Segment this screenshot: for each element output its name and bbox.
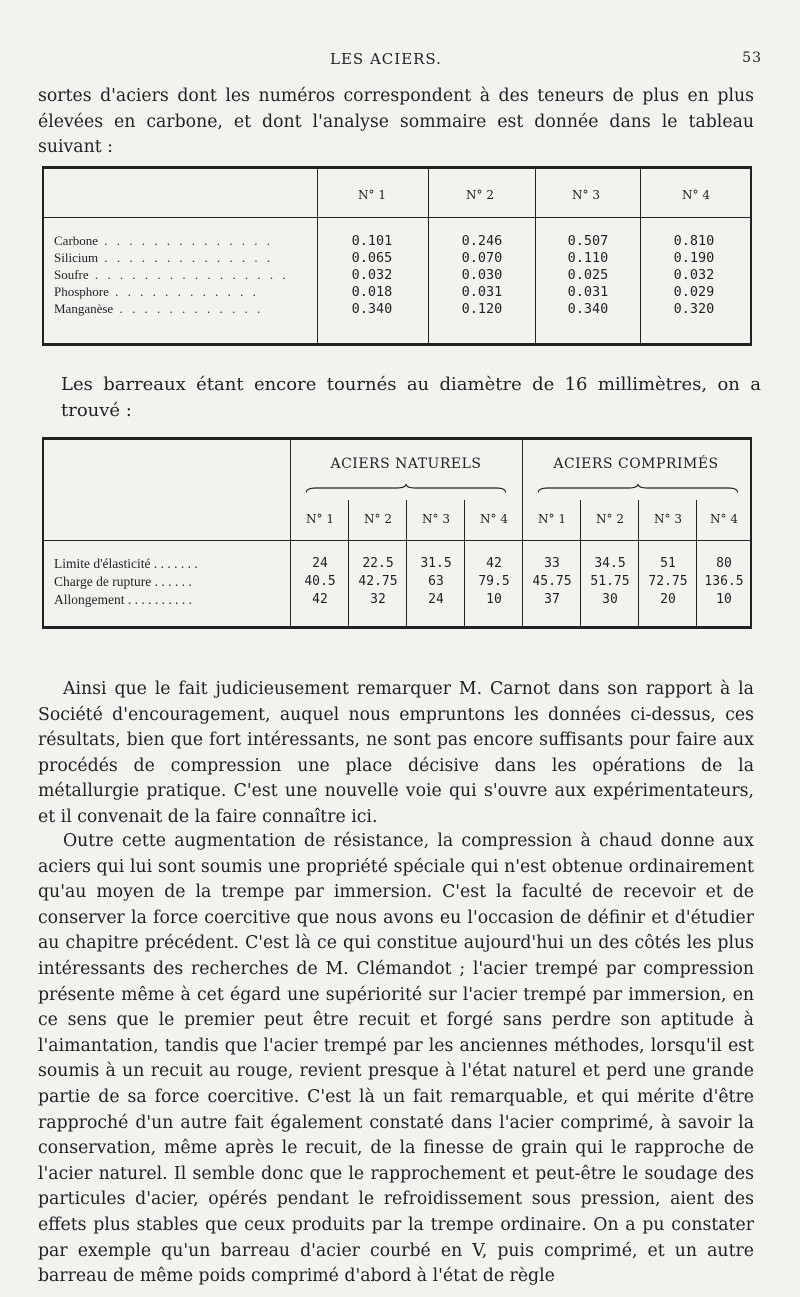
table-row [44, 592, 750, 609]
table-cell: 32 [370, 592, 386, 607]
table-cell: 80 [716, 556, 732, 571]
row-label: Carbone [54, 233, 99, 248]
leader-dots: . . . . . . . . . . . . . . [98, 250, 274, 265]
table-cell: 42 [312, 592, 328, 607]
column-header: N° 3 [572, 188, 600, 202]
leader-dots: . . . . . . . . . . . . . . [98, 233, 274, 248]
intro-paragraph: sortes d'aciers dont les numéros correspondent à des teneurs de plus en plus élevées en carbone, et dont l'analyse sommaire est donnée dans le tableau suivant : [38, 86, 754, 158]
table-cell: 79.5 [478, 574, 510, 589]
row-label: Soufre [54, 267, 89, 282]
table-cell: 0.018 [351, 284, 393, 300]
table-header-rule [44, 217, 750, 218]
table-cell: 51 [660, 556, 676, 571]
table-cell: 63 [428, 574, 444, 589]
table-cell: 0.340 [567, 301, 609, 317]
table-cell: 0.029 [673, 284, 715, 300]
leader-dots: . . . . . . [151, 574, 192, 589]
row-label: Charge de rupture [54, 574, 152, 589]
table-cell: 0.032 [673, 267, 715, 283]
composition-table [42, 166, 752, 346]
row-label: Manganèse [54, 301, 114, 316]
table-cell: 0.031 [461, 284, 503, 300]
column-header: N° 2 [364, 512, 392, 526]
table-cell: 0.025 [567, 267, 609, 283]
column-header: N° 1 [306, 512, 334, 526]
running-head [0, 50, 800, 72]
group-header: ACIERS COMPRIMÉS [553, 456, 719, 472]
leader-dots: . . . . . . . . . . [124, 592, 192, 607]
table-cell: 51.75 [590, 574, 630, 589]
table-cell: 30 [602, 592, 618, 607]
group-brace [538, 484, 738, 494]
table-row [44, 574, 750, 591]
column-header: N° 4 [480, 512, 508, 526]
table-row [44, 233, 750, 250]
table-cell: 40.5 [304, 574, 336, 589]
table-cell: 0.190 [673, 250, 715, 266]
row-label: Phosphore [54, 284, 109, 299]
table-cell: 0.070 [461, 250, 503, 266]
table-row [44, 267, 750, 284]
row-label: Silicium [54, 250, 99, 265]
column-header: N° 2 [466, 188, 494, 202]
table-cell: 37 [544, 592, 560, 607]
leader-dots: . . . . . . . [150, 556, 198, 571]
table-cell: 0.101 [351, 233, 393, 249]
table-cell: 0.246 [461, 233, 503, 249]
table-cell: 0.810 [673, 233, 715, 249]
column-header: N° 2 [596, 512, 624, 526]
table-header-rule [44, 540, 750, 541]
table-cell: 22.5 [362, 556, 394, 571]
table-cell: 42.75 [358, 574, 398, 589]
leader-dots: . . . . . . . . . . . . . . . . [88, 267, 289, 282]
table-cell: 31.5 [420, 556, 452, 571]
table-cell: 136.5 [704, 574, 744, 589]
body-paragraph: Outre cette augmentation de résistance, la compression à chaud donne aux aciers qui lui sont soumis une propriété spéciale qui n'est obtenue ordinairement qu'au moyen de la trempe par immersion. C'est la faculté de recevoir et de conserver la force coercitive que nous avons eu l'occasion de définir et d'étudier au chapitre précédent. C'est là ce qui constitue aujourd'hui un des côtés les plus intéressants des recherches de M. Clémandot ; l'acier trempé par compression présente même à cet égard une supériorité sur l'acier trempé par immersion, en ce sens que le premier peut être recuit et forgé sans perdre son aptitude à l'aimantation, tandis que l'acier trempé par les anciennes méthodes, lorsqu'il est soumis à un recuit au rouge, revient presque à l'état naturel et perd une grande partie de sa force coercitive. C'est là un fait remarquable, et qui mérite d'être rapproché d'un autre fait également constaté dans l'acier comprimé, à savoir la conservation, même après le recuit, de la finesse de grain qui le rapproche de l'acier naturel. Il semble donc que le rapprochement et peut-être le soudage des particules d'acier, opérés pendant le refroidissement sous pression, aient des effets plus stables que ceux produits par la trempe ordinaire. On a pu constater par exemple qu'un barreau d'acier courbé en V, puis comprimé, et un autre barreau de même poids comprimé d'abord à l'état de règle [38, 831, 754, 1287]
row-label: Allongement [54, 592, 125, 607]
table-cell: 20 [660, 592, 676, 607]
column-header: N° 1 [538, 512, 566, 526]
table-row [44, 301, 750, 318]
table-cell: 0.065 [351, 250, 393, 266]
table-cell: 0.030 [461, 267, 503, 283]
table-cell: 0.320 [673, 301, 715, 317]
table-row [44, 556, 750, 573]
leader-dots: . . . . . . . . . . . . [108, 284, 259, 299]
column-header: N° 3 [422, 512, 450, 526]
column-header: N° 4 [682, 188, 710, 202]
page-number: 53 [742, 50, 762, 66]
body-paragraph: Ainsi que le fait judicieusement remarquer M. Carnot dans son rapport à la Société d'encouragement, auquel nous empruntons les données ci-dessus, ces résultats, bien que fort intéressants, ne sont pas encore suffisants pour faire aux procédés de compression une place décisive dans les opérations de la métallurgie pratique. C'est une nouvelle voie qui s'ouvre aux expérimentateurs, et il convenait de la faire connaître ici. [38, 679, 754, 827]
table-cell: 34.5 [594, 556, 626, 571]
table-cell: 0.507 [567, 233, 609, 249]
row-label: Limite d'élasticité [54, 556, 151, 571]
table-cell: 0.110 [567, 250, 609, 266]
column-header: N° 3 [654, 512, 682, 526]
results-table [42, 437, 752, 629]
table-cell: 42 [486, 556, 502, 571]
measure-sentence: Les barreaux étant encore tournés au diamètre de 16 millimètres, on a trouvé : [61, 374, 761, 421]
leader-dots: . . . . . . . . . . . . [113, 301, 264, 316]
table-cell: 72.75 [648, 574, 688, 589]
table-cell: 24 [428, 592, 444, 607]
table-row [44, 284, 750, 301]
table-cell: 0.340 [351, 301, 393, 317]
table-cell: 10 [716, 592, 732, 607]
table-cell: 0.032 [351, 267, 393, 283]
group-header: ACIERS NATURELS [330, 456, 482, 472]
table-row [44, 250, 750, 267]
table-cell: 10 [486, 592, 502, 607]
table-cell: 0.120 [461, 301, 503, 317]
group-brace [306, 484, 506, 494]
table-cell: 33 [544, 556, 560, 571]
table-cell: 45.75 [532, 574, 572, 589]
column-header: N° 4 [710, 512, 738, 526]
column-header: N° 1 [358, 188, 386, 202]
running-title: LES ACIERS. [330, 50, 442, 68]
table-cell: 0.031 [567, 284, 609, 300]
table-cell: 24 [312, 556, 328, 571]
